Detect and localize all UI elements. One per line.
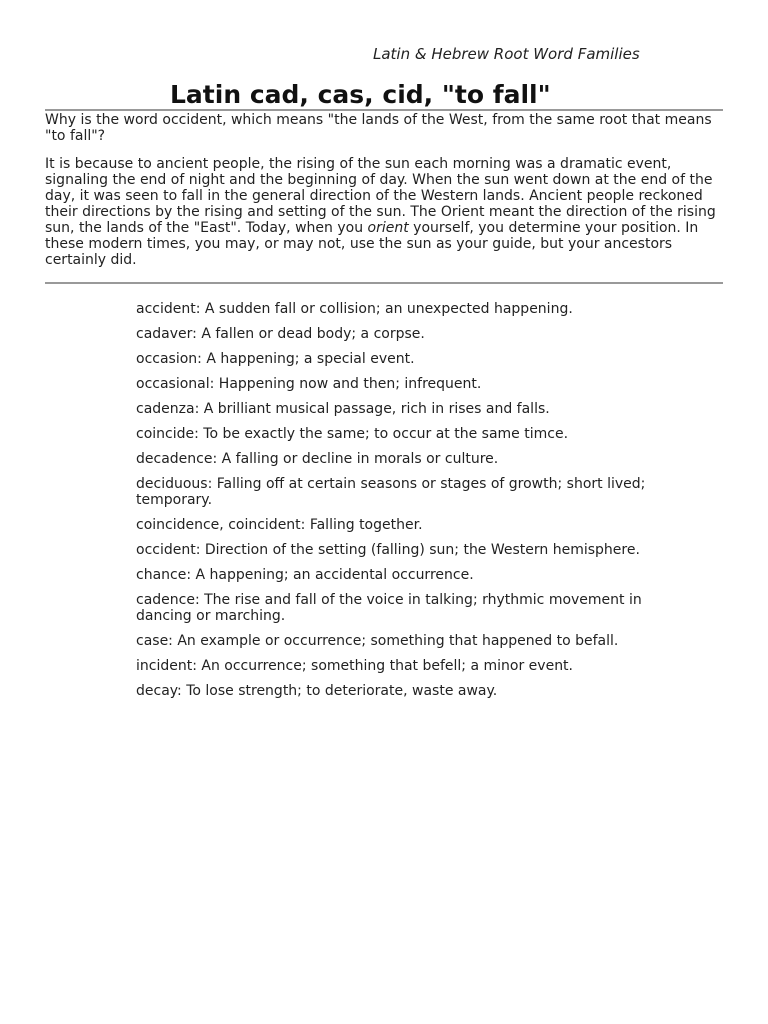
intro-answer-part1: It is because to ancient people, the rising of the sun each morning was a dramatic event, signaling the end of night and the beginning of day. When the sun went down at the end of the day, it was seen to fall in the general direction of the Western lands. Ancient people reckoned their directions by the rising and setting of the sun. The Orient meant the direction of the rising sun, the lands of the "East". Today, when you xyxy=(45,156,716,236)
definition-item: coincide: To be exactly the same; to occur at the same timce. xyxy=(136,426,569,442)
definition-item: chance: A happening; an accidental occurrence. xyxy=(136,567,474,583)
bottom-divider xyxy=(45,282,723,284)
intro-section xyxy=(45,112,735,278)
definition-item: incident: An occurrence; something that befell; a minor event. xyxy=(136,658,574,674)
definition-item: occasion: A happening; a special event. xyxy=(136,351,415,367)
intro-answer-part2: yourself, you determine your position. In these modern times, you may, or may not, use the sun as your guide, but your ancestors certainly did. xyxy=(45,220,699,268)
definition-item: decay: To lose strength; to deteriorate, waste away. xyxy=(136,683,498,699)
definition-list xyxy=(136,301,696,708)
definition-item: cadence: The rise and fall of the voice in talking; rhythmic movement in dancing or marching. xyxy=(136,592,642,624)
definition-item: cadaver: A fallen or dead body; a corpse. xyxy=(136,326,425,342)
definition-item: accident: A sudden fall or collision; an unexpected happening. xyxy=(136,301,573,317)
series-header: Latin & Hebrew Root Word Families xyxy=(373,45,640,63)
definition-item: cadenza: A brilliant musical passage, rich in rises and falls. xyxy=(136,401,550,417)
definition-item: occasional: Happening now and then; infrequent. xyxy=(136,376,482,392)
top-divider xyxy=(45,109,723,111)
intro-answer xyxy=(45,156,735,268)
definition-item: deciduous: Falling off at certain seasons or stages of growth; short lived; temporary. xyxy=(136,476,646,508)
definition-item: decadence: A falling or decline in morals or culture. xyxy=(136,451,499,467)
intro-answer-emphasis: orient xyxy=(367,220,409,236)
definition-item: coincidence, coincident: Falling together. xyxy=(136,517,423,533)
intro-question: Why is the word occident, which means "the lands of the West, from the same root that means "to fall"? xyxy=(45,112,712,144)
definition-item: case: An example or occurrence; something that happened to befall. xyxy=(136,633,619,649)
page-title: Latin cad, cas, cid, "to fall" xyxy=(170,80,551,109)
definition-item: occident: Direction of the setting (falling) sun; the Western hemisphere. xyxy=(136,542,640,558)
